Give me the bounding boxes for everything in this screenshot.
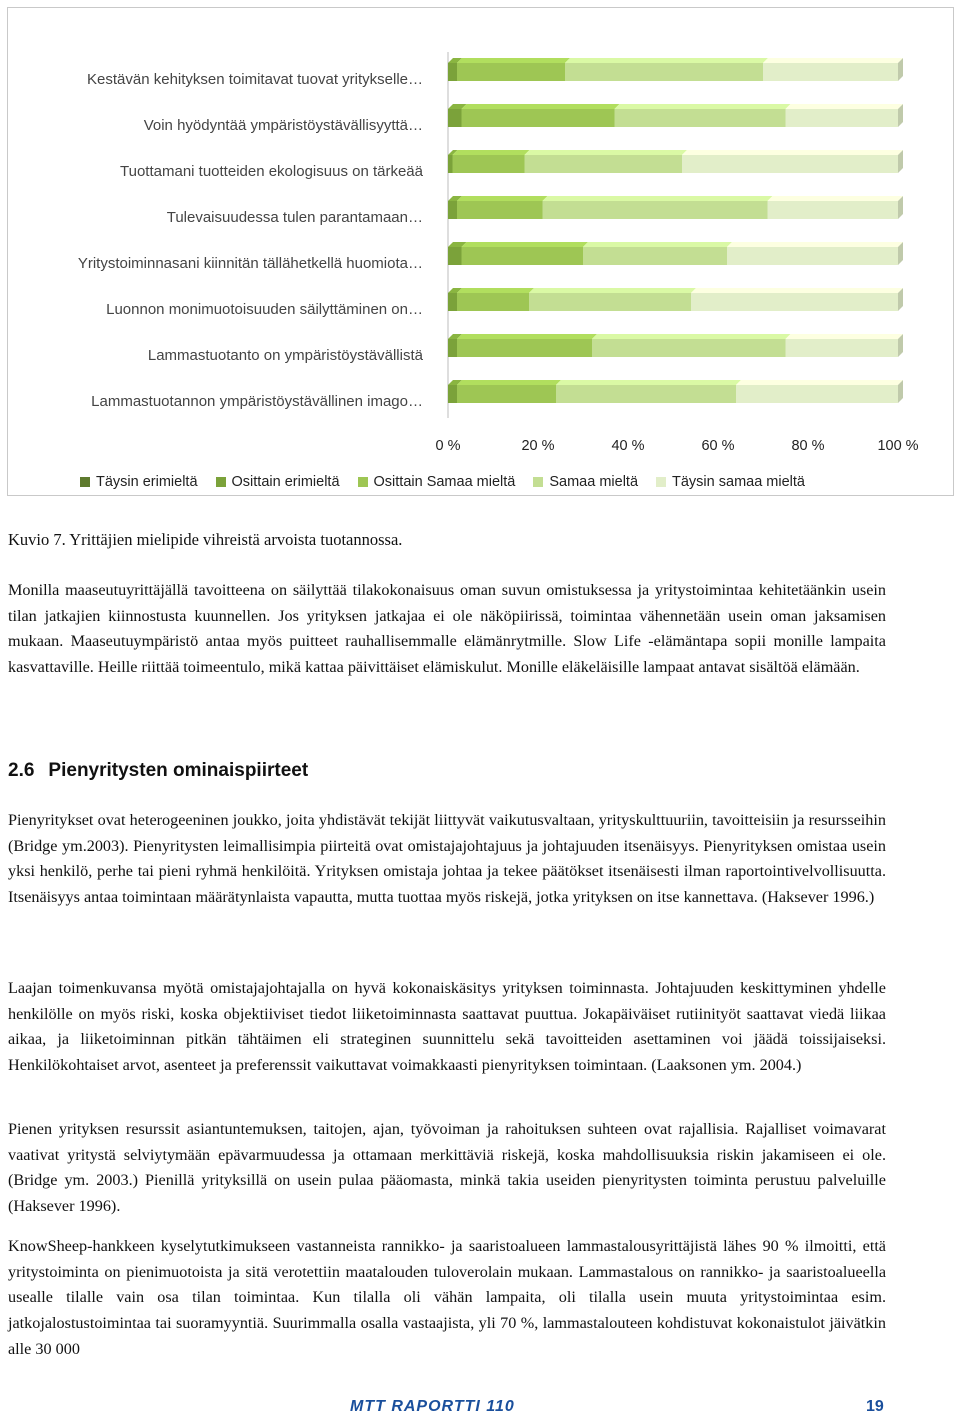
paragraph-1: Monilla maaseutuyrittäjällä tavoitteena on säilyttää tilakokonaisuus oman suvun omistuksessa ja yritystoimintaa kehitetäänkin usein tilan jatkajien kiinnostusta kuunnellen. Jos yrityksen jatkajaa ei ole näköpiirissä, toimintaa vähennetään usein oman jaksamisen mukaan. Maaseutuympäristö antaa myös puitteet rauhallisemmalle elämänrytmille. Slow Life -elämäntapa sopii monille lampaita kasvattaville. Heille riittää toimeentulo, mikä kattaa päivittäiset elämiskulut. Monille eläkeläisille lampaat antavat sisältöä elämään. — [8, 581, 886, 677]
section-number: 2.6 — [8, 760, 35, 781]
bar-segment-top — [786, 334, 904, 339]
bar-segment — [543, 201, 768, 219]
x-tick-label: 60 % — [701, 438, 735, 454]
bar-segment — [615, 109, 786, 127]
bar-segment — [592, 339, 786, 357]
legend-swatch — [358, 477, 368, 487]
category-label: Lammastuotanto on ympäristöystävällistä — [147, 347, 423, 364]
legend-swatch — [216, 477, 226, 487]
legend-item — [216, 474, 340, 490]
legend-label: Täysin erimieltä — [96, 474, 198, 490]
bar-segment — [448, 339, 457, 357]
bar-segment-top — [768, 196, 904, 201]
bar-segment — [448, 63, 457, 81]
bar-segment — [457, 201, 543, 219]
bar-segment — [763, 63, 898, 81]
bar-segment — [457, 385, 556, 403]
bar-segment-top — [691, 288, 903, 293]
bar-segment — [786, 109, 899, 127]
bar-segment-top — [457, 288, 534, 293]
legend-label: Täysin samaa mieltä — [672, 474, 805, 490]
bar-segment-top — [453, 150, 530, 155]
bar-segment-top — [462, 104, 620, 109]
bar-segment — [768, 201, 899, 219]
legend-swatch — [656, 477, 666, 487]
page-number: 19 — [866, 1398, 884, 1415]
bar-segment — [448, 293, 457, 311]
bar-segment — [691, 293, 898, 311]
bar-segment — [786, 339, 899, 357]
legend-label: Osittain Samaa mieltä — [373, 474, 516, 490]
category-label: Luonnon monimuotoisuuden säilyttäminen on… — [106, 301, 423, 318]
category-label: Yritystoiminnasani kiinnitän tällähetkellä huomiota… — [77, 255, 423, 272]
bar-segment — [453, 155, 525, 173]
bar-segment-top — [615, 104, 791, 109]
bar-segment — [529, 293, 691, 311]
bar-segment — [556, 385, 736, 403]
bar-segment-top — [457, 58, 570, 63]
bar-segment-top — [525, 150, 688, 155]
bar-segment-top — [763, 58, 903, 63]
x-tick-label: 20 % — [521, 438, 555, 454]
x-tick-label: 0 % — [435, 438, 461, 454]
figure-caption: Kuvio 7. Yrittäjien mielipide vihreistä arvoista tuotannossa. — [8, 530, 403, 549]
bar-segment-top — [682, 150, 903, 155]
legend-swatch — [533, 477, 543, 487]
section-heading — [8, 760, 308, 782]
bar-segment — [448, 155, 453, 173]
bar-segment-top — [462, 242, 589, 247]
category-label: Tuottamani tuotteiden ekologisuus on tärkeää — [120, 163, 423, 180]
bar-segment-top — [583, 242, 732, 247]
bar-segment-top — [529, 288, 696, 293]
bar-segment — [457, 293, 529, 311]
bar-segment-top — [592, 334, 791, 339]
bar-segment-top — [556, 380, 741, 385]
category-label: Tulevaisuudessa tulen parantamaan… — [166, 209, 423, 226]
bar-segment — [448, 109, 462, 127]
x-tick-label: 100 % — [877, 438, 919, 454]
footer-brand: MTT RAPORTTI 110 — [350, 1398, 515, 1415]
bar-segment-top — [786, 104, 904, 109]
category-label: Lammastuotannon ympäristöystävällinen imago… — [91, 393, 423, 410]
legend-item — [80, 474, 198, 490]
bar-segment-top — [543, 196, 773, 201]
bar-segment-top — [565, 58, 768, 63]
bar-segment — [448, 385, 457, 403]
section-title: Pienyritysten ominaispiirteet — [48, 760, 309, 781]
legend-label: Osittain erimieltä — [231, 474, 340, 490]
bar-segment — [565, 63, 763, 81]
bar-segment — [448, 201, 457, 219]
bar-segment — [736, 385, 898, 403]
legend-item — [358, 474, 516, 490]
bar-segment — [727, 247, 898, 265]
x-tick-label: 40 % — [611, 438, 645, 454]
bar-segment-top — [727, 242, 903, 247]
bar-segment-top — [457, 196, 548, 201]
bar-segment-top — [457, 380, 561, 385]
bar-segment — [457, 339, 592, 357]
bar-segment — [448, 247, 462, 265]
bar-segment — [682, 155, 898, 173]
bar-segment — [457, 63, 565, 81]
bar-segment — [462, 247, 584, 265]
bar-segment — [583, 247, 727, 265]
figure-box — [7, 7, 954, 496]
legend-label: Samaa mieltä — [549, 474, 639, 490]
category-label: Kestävän kehityksen toimitavat tuovat yritykselle… — [87, 71, 423, 88]
x-tick-label: 80 % — [791, 438, 825, 454]
paragraph-4: Pienen yrityksen resurssit asiantuntemuksen, taitojen, ajan, työvoiman ja rahoituksen suhteen ovat rajallisia. Rajalliset voimavarat vaativat yritystä selviytymään epävarmuudessa ja ottamaan merkittäviä riskejä, koska mahdollisuuksia riskin jakamiseen ei ole. (Bridge ym. 2003.) Pienillä yrityksillä on usein pulaa pääomasta, minkä takia useiden pienyritysten toiminta perustuu palveluille (Haksever 1996). — [8, 1120, 886, 1216]
paragraph-2: Pienyritykset ovat heterogeeninen joukko, joita yhdistävät tekijät liittyvät vaikutusvaltaan, yrityskulttuuriin, tavoitteisiin ja resursseihin (Bridge ym.2003). Pienyritysten leimallisimpia piirteitä ovat omistajajohtajuus ja johtajuuden itsenäisyys. Pienyrityksen omistaa usein yksi henkilö, perhe tai pieni ryhmä henkilöitä. Yrityksen omistaja johtaa ja tekee päätökset itsenäisesti ilman raportointivelvollisuutta. Itsenäisyys antaa toimintaan määrätynlaista vapautta, mutta tuottaa myös riskejä, jotka yrityksen on itse kannettava. (Haksever 1996.) — [8, 811, 886, 907]
bar-segment — [525, 155, 683, 173]
category-label: Voin hyödyntää ympäristöystävällisyyttä… — [143, 117, 423, 134]
paragraph-5: KnowSheep-hankkeen kyselytutkimukseen vastanneista rannikko- ja saaristoalueen lammastalousyrittäjistä lähes 90 % ilmoitti, että yritystoiminta on pienimuotoista ja sitä verotettiin maatalouden tuloverolain mukaan. Lammastalous on rannikko- ja saaristoalueella usealle tilalle vain osa tilan toimintaa. Kun tilalla oli vähän lampaita, oli tilalla usein muuta yritystoimintaa esim. jatkojalostustoimintaa tai suoramyyntiä. Suurimmalla osalla vastaajista, yli 70 %, lammastalouteen kohdistuvat kokonaistulot jäivätkin alle 30 000 — [8, 1237, 886, 1358]
chart-legend — [80, 474, 805, 490]
legend-item — [533, 474, 638, 490]
legend-swatch — [80, 477, 90, 487]
bar-segment-top — [457, 334, 597, 339]
bar-segment — [462, 109, 615, 127]
legend-item — [656, 474, 805, 490]
paragraph-3: Laajan toimenkuvansa myötä omistajajohtajalla on hyvä kokonaiskäsitys yrityksen toiminnasta. Johtajuuden keskittyminen yhdelle henkilölle on myös riski, koska objektiiviset tiedot liiketoiminnasta saattavat puuttua. Jokapäiväiset rutiinityöt saattavat viedä liikaa aikaa, ja liiketoiminnan pitkän tähtäimen eli strateginen suunnittelu sekä tavoitteiden asettaminen voi jäädä toissijaiseksi. Henkilökohtaiset arvot, asenteet ja preferenssit vaikuttavat voimakkaasti pienyrityksen toimintaan. (Laaksonen ym. 2004.) — [8, 979, 886, 1075]
bar-segment-top — [736, 380, 903, 385]
